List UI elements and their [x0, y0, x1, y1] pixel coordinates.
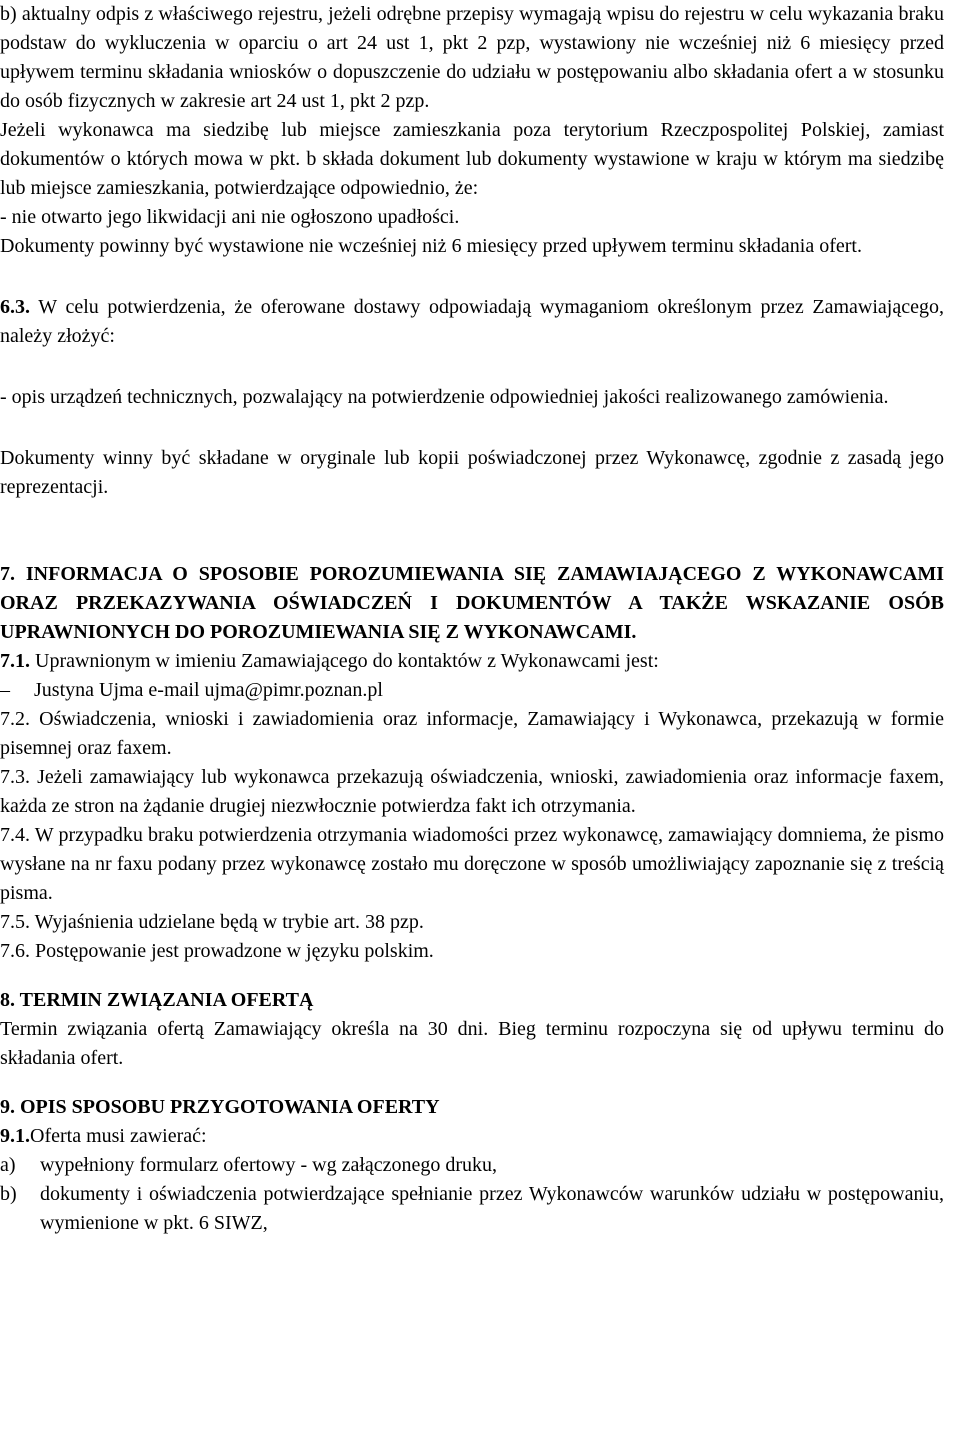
section-7-6: 7.6. Postępowanie jest prowadzone w języku polskim. [0, 940, 434, 962]
spacer [0, 1073, 944, 1093]
dash-bullet: – [0, 679, 10, 701]
section-7-5: 7.5. Wyjaśnienia udzielane będą w trybie art. 38 pzp. [0, 911, 424, 933]
heading-number: 7. [0, 563, 15, 585]
section-text: W celu potwierdzenia, że oferowane dostawy odpowiadają wymaganiom określonym przez Zamawiającego, należy złożyć: [0, 296, 944, 347]
section-number: 6.3. [0, 296, 30, 318]
contact-person [0, 676, 944, 705]
section-9-1 [0, 1122, 944, 1151]
list-text: dokumenty i oświadczenia potwierdzające spełnianie przez Wykonawców warunków udziału w postępowaniu, wymienione w pkt. 6 SIWZ, [40, 1183, 944, 1234]
section-6-3 [0, 293, 944, 351]
spacer [0, 966, 944, 986]
paragraph-foreign: Jeżeli wykonawca ma siedzibę lub miejsce zamieszkania poza terytorium Rzeczpospolitej Polskiej, zamiast dokumentów o których mowa w pkt. b składa dokument lub dokumenty wystawione w kraju w którym ma siedzibę lub miejsce zamieszkania, potwierdzające odpowiednio, że: [0, 119, 944, 199]
spacer [0, 502, 944, 560]
section-7-3: 7.3. Jeżeli zamawiający lub wykonawca przekazują oświadczenia, wnioski, zawiadomienia oraz informacje faxem, każda ze stron na żądanie drugiej niezwłocznie potwierdza fakt ich otrzymania. [0, 766, 944, 817]
spacer [0, 412, 944, 444]
contact-text: Justyna Ujma e-mail ujma@pimr.poznan.pl [34, 679, 383, 701]
section-6-3-docs: Dokumenty winny być składane w oryginale lub kopii poświadczonej przez Wykonawcę, zgodnie z zasadą jego reprezentacji. [0, 447, 944, 498]
paragraph-foreign-item: - nie otwarto jego likwidacji ani nie ogłoszono upadłości. [0, 206, 460, 228]
heading-9: 9. OPIS SPOSOBU PRZYGOTOWANIA OFERTY [0, 1096, 440, 1118]
list-item [0, 1180, 944, 1238]
list-label: a) [0, 1154, 16, 1176]
spacer [0, 351, 944, 383]
heading-7 [0, 560, 944, 647]
paragraph-b: b) aktualny odpis z właściwego rejestru, jeżeli odrębne przepisy wymagają wpisu do rejestru w celu wykazania braku podstaw do wykluczenia w oparciu o art 24 ust 1, pkt 2 pzp, wystawiony nie wcześniej niż 6 miesięcy przed upływem terminu składania wniosków o dopuszczenie do udziału w postępowaniu albo składania ofert a w stosunku do osób fizycznych w zakresie art 24 ust 1, pkt 2 pzp. [0, 3, 944, 112]
section-7-4: 7.4. W przypadku braku potwierdzenia otrzymania wiadomości przez wykonawcę, zamawiający domniema, że pismo wysłane na nr faxu podany przez wykonawcę zostało mu doręczone w sposób umożliwiający zapoznanie się z treścią pisma. [0, 824, 944, 904]
section-6-3-item: - opis urządzeń technicznych, pozwalający na potwierdzenie odpowiedniej jakości realizowanego zamówienia. [0, 386, 889, 408]
spacer [0, 261, 944, 293]
heading-8: 8. TERMIN ZWIĄZANIA OFERTĄ [0, 989, 314, 1011]
section-7-1 [0, 647, 944, 676]
section-7-2: 7.2. Oświadczenia, wnioski i zawiadomienia oraz informacje, Zamawiający i Wykonawca, przekazują w formie pisemnej oraz faxem. [0, 708, 944, 759]
list-item [0, 1151, 944, 1180]
section-number: 9.1. [0, 1125, 30, 1147]
section-number: 7.1. [0, 650, 30, 672]
section-text: Oferta musi zawierać: [30, 1125, 207, 1147]
heading-text: INFORMACJA O SPOSOBIE POROZUMIEWANIA SIĘ ZAMAWIAJĄCEGO Z WYKONAWCAMI ORAZ PRZEKAZYWANIA OŚWIADCZEŃ I DOKUMENTÓW A TAKŻE WSKAZANIE OSÓB UPRAWNIONYCH DO POROZUMIEWANIA SIĘ Z WYKONAWCAMI. [0, 563, 944, 643]
paragraph-foreign-date: Dokumenty powinny być wystawione nie wcześniej niż 6 miesięcy przed upływem terminu składania ofert. [0, 235, 862, 257]
list-text: wypełniony formularz ofertowy - wg załączonego druku, [40, 1154, 498, 1176]
list-label: b) [0, 1183, 17, 1205]
section-8-text: Termin związania ofertą Zamawiający określa na 30 dni. Bieg terminu rozpoczyna się od upływu terminu do składania ofert. [0, 1018, 944, 1069]
section-text: Uprawnionym w imieniu Zamawiającego do kontaktów z Wykonawcami jest: [30, 650, 659, 672]
